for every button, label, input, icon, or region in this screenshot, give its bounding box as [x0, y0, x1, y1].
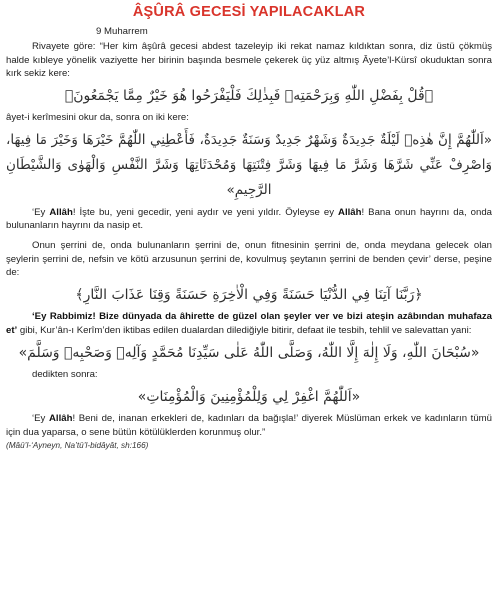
source-citation: (Mâü’l-‘Ayneyn, Na’tü’l-bidâyât, sh:166) — [6, 441, 149, 451]
date-label: 9 Muharrem — [96, 26, 148, 38]
arabic-verse-1: ﴿قُلْ بِفَضْلِ اللّٰهِ وَبِرَحْمَتِهٖ فَبِذٰلِكَ فَلْيَفْرَحُوا هُوَ خَيْرٌ مِمَّا يَجْمَعُونَ﴾ — [64, 87, 434, 104]
arabic-tesbih: «سُبْحَانَ اللّٰهِ، وَلَا إِلٰهَ إِلَّا اللّٰهُ، وَصَلَّى اللّٰهُ عَلٰى سَيِّدِنَا مُحَمَّدٍ وَآلِهٖ وَصَحْبِهٖ وَسَلَّمَ» — [18, 344, 480, 361]
paragraph-after: dedikten sonra: — [32, 369, 98, 381]
paragraph-instruction: âyet-i kerîmesini okur da, sonra on iki kere: — [6, 112, 189, 124]
arabic-istighfar: «اَللّٰهُمَّ اغْفِرْ لِي وَلِلْمُؤْمِنِينَ وَالْمُؤْمِنَاتِ» — [137, 388, 361, 405]
page-title: ÂŞÛRÂ GECESİ YAPILACAKLAR — [132, 4, 366, 20]
paragraph-translation-3: ‘Ey Rabbimiz! Bize dünyada da âhirette de güzel olan şeyler ver ve bizi ateşin azâbından muhafaza et’ gibi, Kur’ân-ı Kerîm’den iktibas edilen dualardan dilediğiyle bitirir, defaat ile tesbih, tehlil ve salevattan yani: — [6, 311, 492, 336]
paragraph-translation-1: ‘Ey Allâh! İşte bu, yeni gecedir, yeni aydır ve yeni yıldır. Öyleyse ey Allâh! Bana onun hayrını da, onda bulunanların hayrını da nasip et. — [6, 206, 492, 232]
arabic-prayer-main: «اَللّٰهُمَّ إِنَّ هٰذِهٖ لَيْلَةٌ جَدِيدَةٌ وَشَهْرٌ جَدِيدٌ وَسَنَةٌ جَدِيدَةٌ، فَأَعْطِنِي اللّٰهُمَّ خَيْرَهَا وَخَيْرَ مَا فِيهَا، وَاصْرِفْ عَنِّي شَرَّهَا وَشَرَّ مَا فِيهَا وَشَرَّ فِتْنَتِهَا وَمُحْدَثَاتِهَا وَشَرَّ النَّفْسِ وَالْهَوٰى وَالشَّيْطَانِ الرَّجِيمِ» — [6, 131, 492, 198]
paragraph-translation-2: Onun şerrini de, onda bulunanların şerrini de, onun fitnesinin şerrini de, onda meydana gelecek olan şeylerin şerrini de, nefsin ve kötü arzusunun şerrini de, kovulmuş şeytanın şerrini de benden çevir’ derse, peşine de: — [6, 240, 492, 279]
arabic-verse-2: ﴿رَبَّنَا آتِنَا فِي الدُّنْيَا حَسَنَةً وَفِي الْاٰخِرَةِ حَسَنَةً وَقِنَا عَذَابَ النَّارِ﴾ — [75, 286, 423, 303]
paragraph-intro: Rivayete göre: “Her kim âşûrâ gecesi abdest tazeleyip iki rekat namaz kıldıktan sonra, diz üstü çökmüş halde kıbleye yönelik vaziyette her birinin başında besmele çekerek üç yüz altmış Âyete’l-Kürsî okuduktan sonra kırk sekiz kere: — [6, 41, 492, 80]
paragraph-conclusion: ‘Ey Allâh! Beni de, inanan erkekleri de, kadınları da bağışla!’ diyerek Müslüman erkek ve kadınların tümü için dua yaparsa, o sene bütün kötülüklerden korunmuş olur.” — [6, 413, 492, 438]
